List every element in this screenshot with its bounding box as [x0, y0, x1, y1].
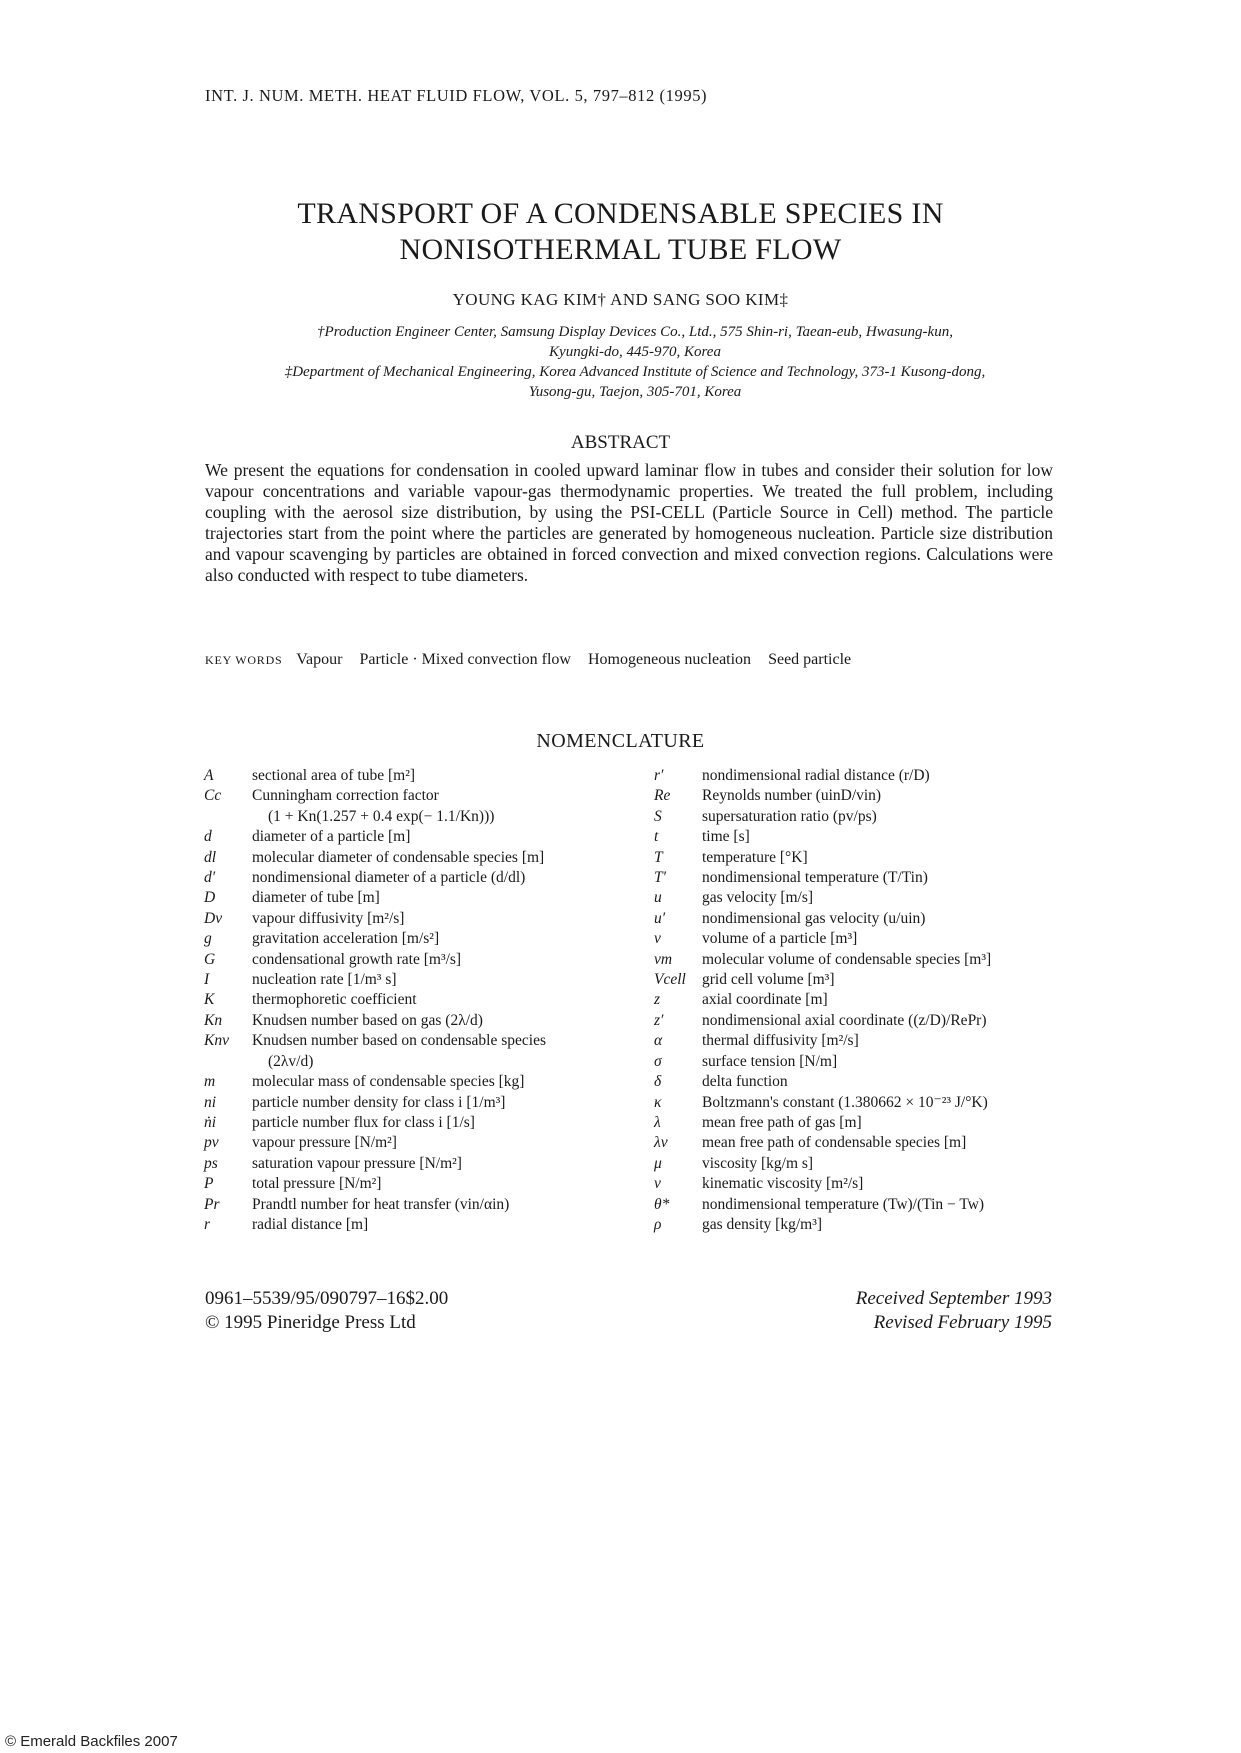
nomenclature-symbol: ni: [204, 1093, 217, 1111]
nomenclature-row: [204, 1031, 624, 1051]
nomenclature-symbol: A: [204, 767, 214, 784]
nomenclature-row: [204, 929, 624, 949]
nomenclature-row: [654, 1215, 1074, 1235]
nomenclature-right-column: [654, 766, 1074, 1235]
affiliations: [220, 322, 1050, 402]
nomenclature-symbol: Vcell: [654, 971, 686, 989]
nomenclature-row: [204, 1093, 624, 1113]
nomenclature-symbol: z′: [654, 1011, 664, 1029]
abstract-body: We present the equations for condensation in cooled upward laminar flow in tubes and consider their solution for low vapour concentrations and variable vapour-gas thermodynamic properties. We treated the full problem, including coupling with the aerosol size distribution, by using the PSI-CELL (Particle Source in Cell) method. The particle trajectories start from the point where the particles are generated by homogeneous nucleation. Particle size distribution and vapour scavenging by particles are obtained in forced convection and mixed convection regions. Calculations were also conducted with respect to tube diameters.: [205, 460, 1053, 585]
nomenclature-row: [204, 970, 624, 990]
nomenclature-symbol: t: [654, 828, 659, 846]
keyword: Homogeneous nucleation: [587, 651, 752, 668]
nomenclature-symbol: ν: [654, 1175, 661, 1193]
nomenclature-row: [204, 1011, 624, 1031]
nomenclature-definition: supersaturation ratio (pv/ps): [702, 807, 877, 825]
nomenclature-symbol: λv: [654, 1134, 668, 1152]
abstract-heading: ABSTRACT: [570, 432, 671, 453]
nomenclature-row: [204, 1072, 624, 1092]
nomenclature-symbol: ṅi: [204, 1113, 217, 1131]
affiliation-line: †Production Engineer Center, Samsung Display Devices Co., Ltd., 575 Shin-ri, Taean-eub, Hwasung-kun,: [317, 324, 953, 340]
nomenclature-definition: viscosity [kg/m s]: [702, 1154, 814, 1172]
nomenclature-definition: kinematic viscosity [m²/s]: [702, 1175, 864, 1193]
nomenclature-symbol: G: [204, 950, 216, 968]
title-line-1: TRANSPORT OF A CONDENSABLE SPECIES IN: [297, 197, 944, 230]
nomenclature-definition: total pressure [N/m²]: [252, 1175, 382, 1193]
nomenclature-definition: particle number flux for class i [1/s]: [252, 1113, 475, 1131]
nomenclature-definition: (2λv/d): [268, 1052, 314, 1070]
nomenclature-definition: Reynolds number (uinD/vin): [702, 787, 882, 805]
nomenclature-symbol: vm: [654, 950, 673, 968]
nomenclature-symbol: ps: [204, 1154, 218, 1172]
nomenclature-row: [204, 909, 624, 929]
nomenclature-symbol: S: [654, 807, 662, 825]
nomenclature-definition: Knudsen number based on condensable species: [252, 1032, 546, 1050]
nomenclature-definition: mean free path of gas [m]: [702, 1113, 862, 1131]
nomenclature-symbol: α: [654, 1032, 663, 1050]
nomenclature-definition: condensational growth rate [m³/s]: [252, 950, 462, 968]
keyword: Seed particle: [768, 651, 852, 668]
nomenclature-symbol: K: [204, 991, 215, 1009]
paper-title: [0, 196, 1241, 268]
nomenclature-symbol: m: [204, 1073, 216, 1091]
nomenclature-definition: saturation vapour pressure [N/m²]: [252, 1154, 462, 1172]
nomenclature-row: [204, 807, 624, 827]
keyword: Particle · Mixed convection flow: [359, 651, 571, 668]
nomenclature-definition: sectional area of tube [m²]: [252, 767, 416, 784]
nomenclature-symbol: Kn: [204, 1011, 223, 1029]
nomenclature-definition: gravitation acceleration [m/s²]: [252, 930, 440, 948]
nomenclature-definition: diameter of tube [m]: [252, 889, 380, 907]
nomenclature-symbol: P: [204, 1175, 214, 1193]
nomenclature-row: [654, 1052, 1074, 1072]
nomenclature-definition: radial distance [m]: [252, 1215, 369, 1233]
nomenclature-definition: nondimensional radial distance (r/D): [702, 767, 930, 784]
nomenclature-symbol: Dv: [204, 909, 223, 927]
nomenclature-row: [204, 868, 624, 888]
nomenclature-definition: molecular mass of condensable species [kg]: [252, 1073, 525, 1091]
revised-date: Revised February 1995: [873, 1312, 1052, 1333]
nomenclature-definition: molecular diameter of condensable species [m]: [252, 848, 545, 866]
nomenclature-symbol: Pr: [204, 1195, 220, 1213]
nomenclature-definition: axial coordinate [m]: [702, 991, 828, 1009]
nomenclature-definition: delta function: [702, 1073, 788, 1091]
journal-citation: INT. J. NUM. METH. HEAT FLUID FLOW, VOL. 5, 797–812 (1995): [205, 86, 708, 105]
nomenclature-row: [204, 950, 624, 970]
nomenclature-definition: vapour pressure [N/m²]: [252, 1134, 397, 1152]
nomenclature-symbol: λ: [654, 1113, 661, 1131]
nomenclature-row: [654, 1133, 1074, 1153]
nomenclature-row: [654, 1113, 1074, 1133]
nomenclature-symbol: θ*: [654, 1195, 670, 1213]
nomenclature-row: [204, 1133, 624, 1153]
nomenclature-definition: mean free path of condensable species [m]: [702, 1134, 967, 1152]
nomenclature-row: [654, 766, 1074, 786]
affiliation-line: ‡Department of Mechanical Engineering, Korea Advanced Institute of Science and Technology, 373-1 Kusong-dong,: [284, 364, 986, 380]
nomenclature-symbol: T: [654, 848, 663, 866]
nomenclature-definition: gas density [kg/m³]: [702, 1215, 823, 1233]
nomenclature-row: [204, 1052, 624, 1072]
nomenclature-symbol: Knv: [204, 1032, 229, 1050]
nomenclature-heading: NOMENCLATURE: [536, 730, 705, 752]
nomenclature-symbol: r: [204, 1215, 211, 1233]
nomenclature-row: [654, 1154, 1074, 1174]
nomenclature-row: [654, 888, 1074, 908]
nomenclature-definition: Knudsen number based on gas (2λ/d): [252, 1011, 483, 1029]
nomenclature-definition: nondimensional gas velocity (u/uin): [702, 909, 926, 927]
nomenclature-symbol: ρ: [654, 1215, 662, 1233]
publisher-copyright: © 1995 Pineridge Press Ltd: [205, 1312, 416, 1333]
nomenclature-symbol: D: [204, 889, 216, 907]
received-date: Received September 1993: [855, 1288, 1052, 1309]
nomenclature-symbol: g: [204, 930, 212, 948]
footer-right: [760, 1287, 1052, 1335]
nomenclature-definition: time [s]: [702, 828, 750, 846]
nomenclature-row: [654, 807, 1074, 827]
nomenclature-definition: nondimensional temperature (Tw)/(Tin − Tw): [702, 1195, 985, 1213]
nomenclature-symbol: u′: [654, 909, 666, 927]
nomenclature-definition: (1 + Kn(1.257 + 0.4 exp(− 1.1/Kn))): [268, 807, 495, 825]
nomenclature-definition: thermophoretic coefficient: [252, 991, 417, 1009]
nomenclature-symbol: δ: [654, 1073, 662, 1091]
nomenclature-row: [654, 990, 1074, 1010]
nomenclature-symbol: d′: [204, 869, 216, 887]
nomenclature-symbol: pv: [204, 1134, 219, 1152]
nomenclature-definition: volume of a particle [m³]: [702, 930, 858, 948]
article-code: 0961–5539/95/090797–16$2.00: [205, 1288, 449, 1309]
nomenclature-row: [204, 990, 624, 1010]
nomenclature-row: [204, 1195, 624, 1215]
nomenclature-definition: nucleation rate [1/m³ s]: [252, 971, 397, 989]
keywords: [205, 651, 864, 669]
nomenclature-definition: nondimensional diameter of a particle (d/dl): [252, 869, 526, 887]
nomenclature-definition: nondimensional axial coordinate ((z/D)/RePr): [702, 1011, 987, 1029]
nomenclature-symbol: Re: [654, 787, 671, 805]
nomenclature-definition: Cunningham correction factor: [252, 787, 439, 805]
nomenclature-row: [654, 970, 1074, 990]
nomenclature-row: [204, 1113, 624, 1133]
nomenclature-symbol: μ: [654, 1154, 662, 1172]
nomenclature-row: [204, 848, 624, 868]
nomenclature-row: [654, 868, 1074, 888]
nomenclature-definition: gas velocity [m/s]: [702, 889, 814, 907]
nomenclature-row: [654, 786, 1074, 806]
nomenclature-definition: temperature [°K]: [702, 848, 808, 866]
nomenclature-row: [654, 1072, 1074, 1092]
nomenclature-row: [654, 1031, 1074, 1051]
nomenclature-symbol: κ: [654, 1093, 662, 1111]
title-line-2: NONISOTHERMAL TUBE FLOW: [399, 233, 842, 266]
nomenclature-row: [654, 1174, 1074, 1194]
keywords-label: KEY WORDS: [205, 653, 283, 667]
nomenclature-symbol: dl: [204, 848, 217, 866]
nomenclature-row: [204, 766, 624, 786]
nomenclature-symbol: d: [204, 828, 212, 846]
nomenclature-definition: Boltzmann's constant (1.380662 × 10⁻²³ J/°K): [702, 1093, 988, 1111]
nomenclature-symbol: z: [654, 991, 661, 1009]
nomenclature-row: [204, 1174, 624, 1194]
nomenclature-row: [204, 786, 624, 806]
nomenclature-symbol: Cc: [204, 787, 222, 805]
nomenclature-symbol: v: [654, 930, 661, 948]
affiliation-line: Kyungki-do, 445-970, Korea: [549, 344, 721, 360]
nomenclature-row: [654, 950, 1074, 970]
nomenclature-definition: diameter of a particle [m]: [252, 828, 411, 846]
affiliation-line: Yusong-gu, Taejon, 305-701, Korea: [528, 384, 742, 400]
nomenclature-definition: vapour diffusivity [m²/s]: [252, 909, 405, 927]
footer-left: [205, 1287, 448, 1335]
authors: YOUNG KAG KIM† AND SANG SOO KIM‡: [452, 290, 789, 309]
nomenclature-symbol: I: [204, 971, 210, 989]
nomenclature-definition: thermal diffusivity [m²/s]: [702, 1032, 859, 1050]
nomenclature-definition: particle number density for class i [1/m³]: [252, 1093, 506, 1111]
nomenclature-symbol: T′: [654, 869, 667, 887]
nomenclature-definition: nondimensional temperature (T/Tin): [702, 869, 928, 887]
nomenclature-row: [204, 1154, 624, 1174]
nomenclature-row: [654, 1093, 1074, 1113]
nomenclature-left-column: [204, 766, 624, 1235]
nomenclature-row: [654, 929, 1074, 949]
nomenclature-symbol: r′: [654, 767, 664, 784]
nomenclature-row: [204, 827, 624, 847]
nomenclature-row: [654, 827, 1074, 847]
nomenclature-row: [204, 888, 624, 908]
nomenclature-row: [654, 848, 1074, 868]
nomenclature-row: [204, 1215, 624, 1235]
nomenclature-symbol: u: [654, 889, 662, 907]
nomenclature-definition: Prandtl number for heat transfer (vin/αin): [252, 1195, 510, 1213]
nomenclature-definition: surface tension [N/m]: [702, 1052, 838, 1070]
archive-copyright: © Emerald Backfiles 2007: [5, 1733, 178, 1750]
keyword: Vapour: [296, 651, 343, 668]
nomenclature-row: [654, 1011, 1074, 1031]
nomenclature-symbol: σ: [654, 1052, 662, 1070]
nomenclature-definition: grid cell volume [m³]: [702, 971, 835, 989]
nomenclature-definition: molecular volume of condensable species [m³]: [702, 950, 992, 968]
nomenclature-row: [654, 1195, 1074, 1215]
nomenclature-row: [654, 909, 1074, 929]
